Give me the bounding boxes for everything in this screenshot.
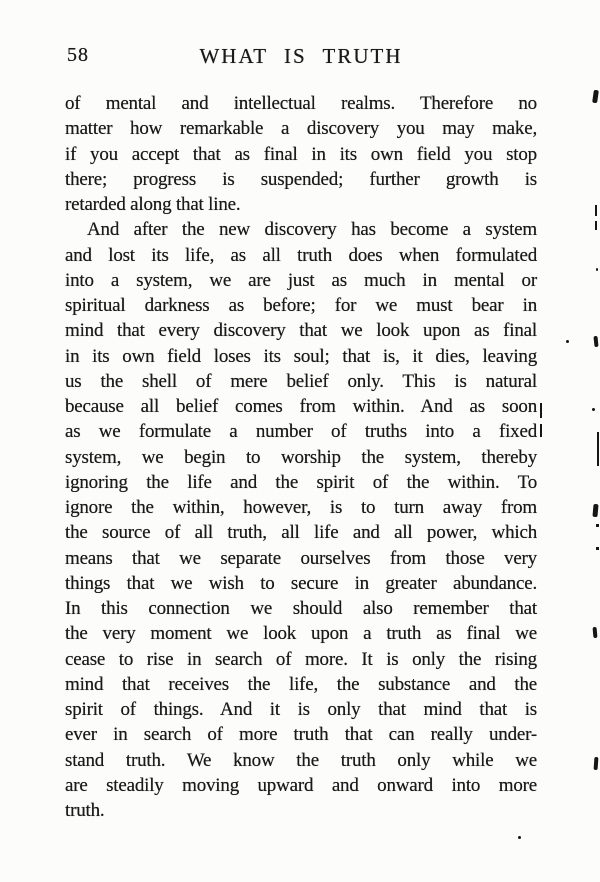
text-line: spirit of things. And it is only that mind that is <box>65 699 537 720</box>
scan-artifact <box>540 403 542 418</box>
scan-artifact <box>566 340 569 343</box>
text-line: means that we separate ourselves from those very <box>65 547 537 569</box>
text-line: And after the new discovery has become a system <box>87 219 537 241</box>
text-line: into a system, we are just as much in mental or <box>65 269 537 291</box>
scan-artifact <box>592 408 595 411</box>
text-line: truth. <box>65 800 105 821</box>
page-header <box>65 44 537 70</box>
text-line: if you accept that as final in its own field you stop <box>65 143 537 165</box>
text-line: matter how remarkable a discovery you may make, <box>65 118 537 140</box>
scan-artifact <box>540 424 542 437</box>
paragraph <box>65 91 537 217</box>
text-line: stand truth. We know the truth only while we <box>65 749 537 771</box>
scan-artifact <box>596 524 599 527</box>
scan-artifact <box>592 504 598 517</box>
text-line: mind that receives the life, the substance and the <box>65 673 537 695</box>
scan-artifact <box>595 205 597 216</box>
scan-artifact <box>597 432 599 466</box>
text-line: cease to rise in search of more. It is only the rising <box>65 648 537 670</box>
text-line: spiritual darkness as before; for we must bear in <box>65 295 537 316</box>
text-line: and lost its life, as all truth does when formulated <box>65 244 537 266</box>
text-line: things that we wish to secure in greater abundance. <box>65 572 537 594</box>
text-line: in its own field loses its soul; that is, it dies, leaving <box>65 345 537 367</box>
text-line: as we formulate a number of truths into a fixed <box>65 421 537 443</box>
text-line: because all belief comes from within. And as soon <box>65 396 537 417</box>
text-line: there; progress is suspended; further growth is <box>65 168 537 190</box>
page-text <box>65 91 537 823</box>
text-line: the very moment we look upon a truth as final we <box>65 623 537 645</box>
text-line: the source of all truth, all life and all power, which <box>65 522 537 544</box>
scan-artifact <box>596 268 598 271</box>
scan-artifact <box>518 836 521 839</box>
paragraph <box>65 217 537 823</box>
text-line: In this connection we should also remember that <box>65 598 537 619</box>
scan-artifact <box>593 336 598 347</box>
running-title: WHAT IS TRUTH <box>199 44 403 68</box>
text-line: retarded along that line. <box>65 194 241 215</box>
scan-artifact <box>595 221 597 230</box>
scan-artifact <box>596 547 599 550</box>
page-number: 58 <box>67 44 89 66</box>
text-line: mind that every discovery that we look upon as final <box>65 320 537 342</box>
text-line: ignore the within, however, is to turn away from <box>65 497 537 518</box>
scan-artifact <box>594 757 599 770</box>
text-line: us the shell of mere belief only. This is natural <box>65 370 537 392</box>
text-line: are steadily moving upward and onward into more <box>65 774 537 796</box>
scan-artifact <box>593 627 598 638</box>
text-line: system, we begin to worship the system, thereby <box>65 446 537 468</box>
text-line: ever in search of more truth that can really under- <box>65 724 537 746</box>
scan-artifact <box>592 90 599 104</box>
text-line: ignoring the life and the spirit of the within. To <box>65 471 537 493</box>
text-line: of mental and intellectual realms. Therefore no <box>65 93 537 114</box>
